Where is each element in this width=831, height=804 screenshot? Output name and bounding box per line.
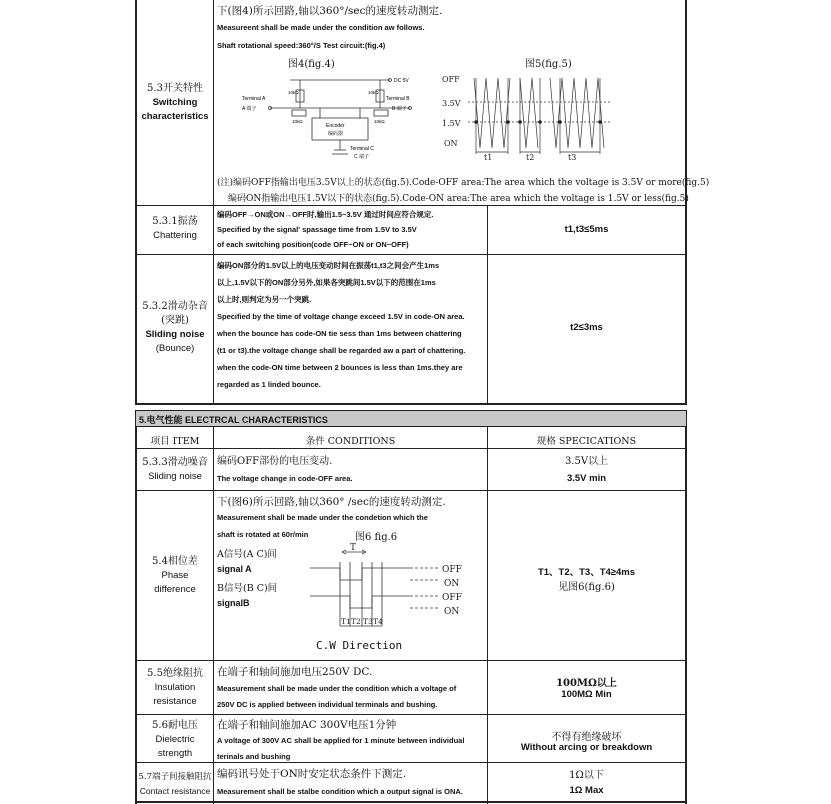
insulation-spec2: 100MΩ Min [561, 689, 612, 700]
dielectric-spec2: Without arcing or breakdown [520, 742, 653, 753]
bounce-text: 编码ON部分的1.5V以上的电压变动时间在振荡t1,t3之间会产生1ms 以上,1.5V以下的ON部分另外,如果各突跳间1.5V以下的范围在1ms 以上时,则判定为另一个突跳. Specified by the time of voltage change exceed 1.5V in code-ON area. when the bounce has code-ON tie sess than 1ms between chattering (t1 or t3).the voltage change shall be regarded aw a part of chattering. when the code-ON time between 2 bounces is less than 1ms.they are regarded as 1 linded bounce. [217, 261, 466, 389]
phase-direction: C.W Direction [316, 639, 403, 652]
fig4-dc5v: DC 5V [394, 78, 409, 84]
sliding-noise-label: 5.3.3滑动噪音 Sliding noise [142, 457, 208, 482]
fig6-waveform [310, 542, 480, 632]
fig6-t3: T3 [363, 617, 373, 626]
chattering-line3: of each switching position(code OFF~ON or ON~OFF) [217, 240, 409, 249]
dielectric-line3: terinals and bushing [217, 752, 291, 761]
fig6-t2: T2 [351, 617, 361, 626]
contact-line2: Measurement shall be stalbe condition which a output signal is ONA. [217, 787, 463, 796]
fig4-term-c-cn: C 端子 [354, 154, 370, 160]
fig4-term-b-cn: B 端子 [392, 106, 407, 112]
switching-line3: Shaft rotational speed:360°/S Test circuit:(fig.4) [217, 41, 386, 50]
insulation-spec1: 100MΩ以上 [556, 678, 617, 689]
col-spec-header: 规格 SPECICATIONS [536, 436, 637, 447]
chattering-label: 5.3.1振荡 Chattering [152, 216, 198, 241]
contact-spec2: 1Ω Max [569, 785, 604, 796]
fig5-t2: t2 [526, 153, 535, 162]
fig4-r4: 10kΩ [374, 119, 385, 124]
fig4-r1: 10kΩ [288, 90, 299, 95]
switching-line1: 下(图4)所示回路,轴以360°/sec的速度转动测定. [217, 5, 443, 17]
sliding-noise-spec1: 3.5V以上 [564, 456, 609, 467]
insulation-line3: 250V DC is applied between individual terminals and bushing. [217, 700, 438, 709]
fig6-t4: T4 [373, 617, 383, 626]
fig4-r2: 10kΩ [368, 90, 379, 95]
insulation-line1: 在端子和轴间施加电压250V DC. [217, 666, 373, 678]
fig4-term-b: Terminal B [386, 96, 410, 102]
chattering-line1: 编码OFF→ON或ON→OFF时,输出1.5~3.5V 通过时间应符合规定. [217, 210, 434, 219]
fig6-off2: OFF [442, 593, 462, 603]
phase-sig-a-cn: A信号(A C)间 [217, 549, 277, 560]
fig5-t3: t3 [568, 153, 577, 162]
insulation-label: 5.5绝缘阻抗 Insulation resistance [147, 668, 203, 707]
section5-header [135, 410, 687, 427]
sliding-noise-cond-en: The voltage change in code-OFF area. [217, 474, 353, 483]
dielectric-line2: A voltage of 300V AC shall be applied for 1 minute between individual [217, 736, 465, 745]
phase-line3: shaft is rotated at 60r/min [217, 530, 309, 539]
fig5-waveform [440, 68, 620, 168]
contact-spec1: 1Ω以下 [569, 770, 604, 781]
phase-label: 5.4相位差 Phase difference [152, 556, 198, 595]
bounce-label: 5.3.2滑动杂音 (突跳) Sliding noise (Bounce) [142, 301, 208, 354]
switching-label: 5.3开关特性 Switching characteristics [141, 83, 209, 122]
fig4-encoder-cn: 编码器 [328, 131, 344, 137]
phase-spec2: 见图6(fig.6) [558, 582, 615, 593]
phase-sig-b-cn: B信号(B C)间 [217, 583, 278, 594]
chattering-spec: t1,t3≤5ms [564, 224, 609, 235]
contact-line1: 编码讯号处于ON时安定状态条件下测定. [217, 768, 407, 780]
fig6-t: T [350, 543, 357, 553]
fig6-off1: OFF [442, 565, 462, 575]
fig4-encoder: Encoder [326, 123, 345, 129]
switching-note1: (注)编码OFF指输出电压3.5V以上的状态(fig.5).Code-OFF area:The area which the voltage is 3.5V or more(fig.5) [217, 178, 710, 188]
fig5-v15: 1.5V [442, 119, 461, 128]
fig5-on: ON [444, 139, 458, 148]
bounce-spec: t2≤3ms [570, 322, 603, 333]
fig5-v35: 3.5V [442, 99, 461, 108]
dielectric-spec1: 不得有绝缘破坏 [551, 732, 622, 743]
fig4-r3: 10kΩ [292, 119, 303, 124]
fig4-term-a-cn: A 端子 [242, 106, 257, 112]
sliding-noise-cond-cn: 编码OFF部份的电压变动. [217, 456, 333, 467]
fig4-circuit-diagram [230, 68, 430, 168]
switching-line2: Measureent shall be made under the condition aw follows. [217, 23, 425, 32]
col-item-header: 项目 ITEM [150, 436, 200, 447]
phase-sig-b-en: signalB [217, 598, 250, 608]
phase-spec1: T1、T2、T3、T4≥4ms [537, 567, 636, 578]
dielectric-label: 5.6耐电压 Dielectric strength [152, 720, 198, 759]
section5-title: 5.电气性能 ELECTRCAL CHARACTERISTICS [139, 415, 328, 425]
phase-line2: Measurement shall be made under the condetion which the [217, 513, 428, 522]
phase-sig-a-en: signal A [217, 564, 252, 574]
switching-note2: 编码ON指输出电压1.5V以下的状态(fig.5).Code-ON area:The area which the voltage is 1.5V or less(fig.5) [228, 194, 689, 204]
dielectric-line1: 在端子和轴间施加AC 300V电压1分钟 [217, 719, 397, 731]
fig6-on1: ON [444, 579, 460, 589]
chattering-line2: Specified by the signal' spassage time from 1.5V to 3.5V [217, 225, 417, 234]
fig6-title: 图6 fig.6 [355, 532, 398, 543]
contact-label: 5.7端子间接触阻抗 Contact resistance [138, 772, 212, 796]
fig5-off: OFF [442, 75, 460, 84]
fig5-t1: t1 [484, 153, 493, 162]
col-conditions-header: 条件 CONDITIONS [305, 436, 396, 447]
fig5-title: 图5(fig.5) [525, 59, 572, 70]
fig4-term-c: Terminal C [350, 146, 374, 152]
fig6-t1: T1 [341, 617, 351, 626]
insulation-line2: Measurement shall be made under the condition which a voltage of [217, 684, 457, 693]
sliding-noise-spec2: 3.5V min [566, 473, 607, 484]
phase-line1: 下(图6)所示回路,轴以360° /sec的速度转动测定. [217, 496, 446, 508]
fig4-term-a: Terminal A [242, 96, 266, 102]
fig4-title: 图4(fig.4) [288, 59, 335, 70]
fig6-on2: ON [444, 607, 460, 617]
